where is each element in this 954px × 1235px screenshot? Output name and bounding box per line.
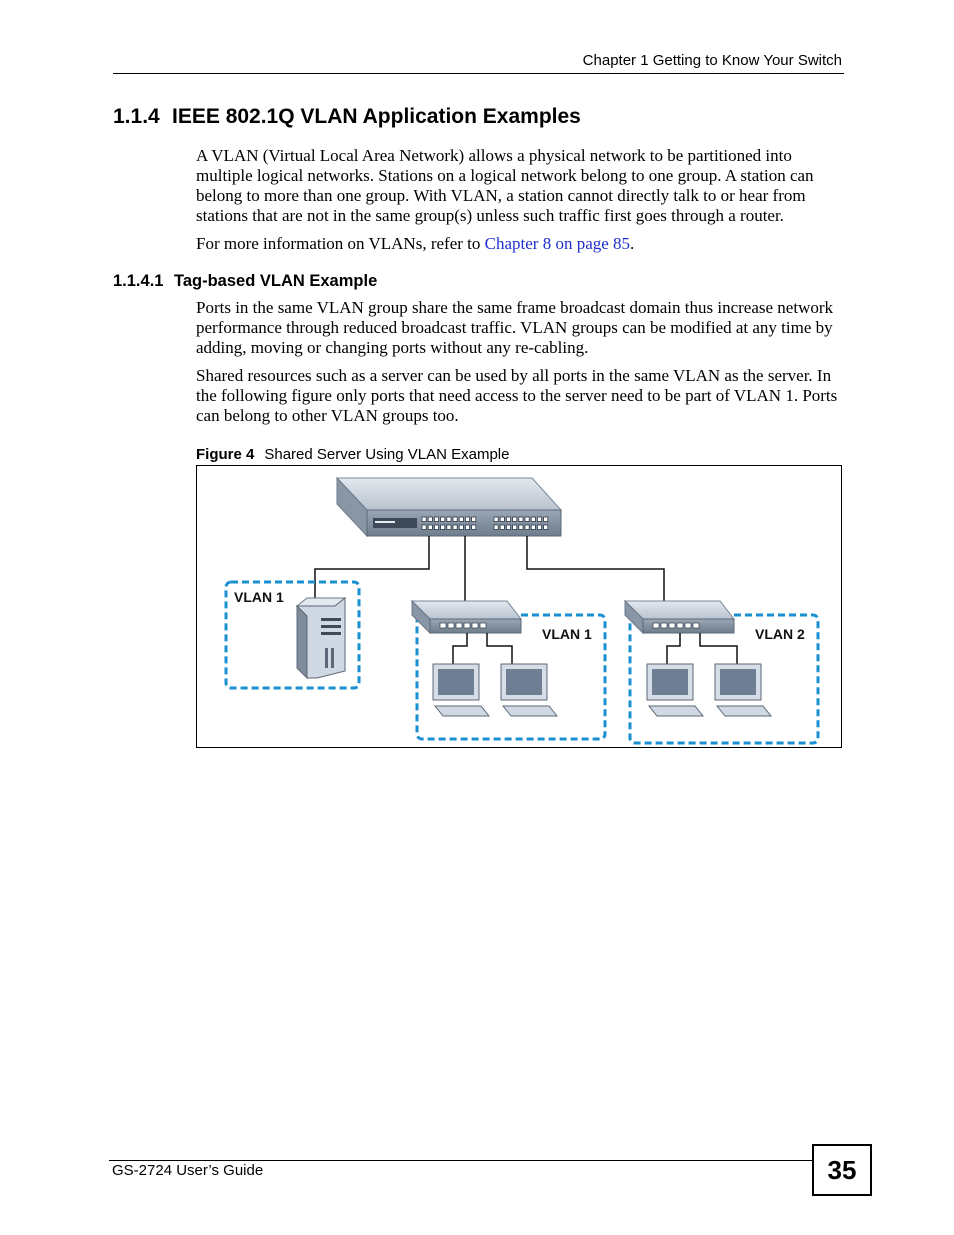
switch-port: [500, 517, 504, 522]
switch-port: [537, 517, 541, 522]
section-title: IEEE 802.1Q VLAN Application Examples: [172, 105, 581, 128]
figure-label: Figure 4: [196, 446, 255, 463]
reference-end: .: [630, 234, 635, 253]
section-number: 1.1.4: [113, 105, 160, 128]
paragraph-vlan-intro: A VLAN (Virtual Local Area Network) allows a physical network to be partitioned into multiple logical networks. Stations on a logical network belong to one group. A station can belong to more than one group. With VLAN, a station cannot directly talk to or hear from stations that are not in the same group(s) unless such traffic first goes through a router.: [196, 146, 814, 225]
right-access-switch-icon: [625, 601, 734, 633]
switch-port: [506, 517, 510, 522]
switch-port: [494, 517, 498, 522]
vlan-network-diagram: [197, 466, 841, 747]
switch-port: [472, 525, 476, 530]
vlan1-server-group: [226, 582, 359, 688]
switch-port: [494, 525, 498, 530]
left-pc-cables: [453, 633, 512, 664]
footer-guide-title: GS-2724 User’s Guide: [112, 1162, 264, 1179]
switch-port: [544, 525, 548, 530]
pc-icon: [715, 664, 771, 716]
switch-port: [500, 525, 504, 530]
switch-port: [525, 517, 529, 522]
figure-caption-text: Shared Server Using VLAN Example: [264, 446, 510, 463]
switch-port: [422, 525, 426, 530]
switch-port: [465, 517, 469, 522]
switch-port: [428, 525, 432, 530]
switch-port: [434, 517, 438, 522]
vlan1-server-label: VLAN 1: [234, 589, 284, 605]
switch-port: [519, 517, 523, 522]
vlan1-workgroup-label: VLAN 1: [542, 626, 592, 642]
switch-port: [513, 525, 517, 530]
switch-port: [525, 525, 529, 530]
section-heading: [113, 105, 581, 129]
switch-port: [506, 525, 510, 530]
pc-icon: [433, 664, 489, 716]
figure-frame: [196, 465, 842, 748]
switch-port: [513, 517, 517, 522]
footer-rule: [109, 1160, 813, 1161]
switch-port: [519, 525, 523, 530]
switch-port: [434, 525, 438, 530]
switch-port: [441, 517, 445, 522]
left-access-switch-icon: [412, 601, 521, 633]
reference-text: For more information on VLANs, refer to: [196, 234, 485, 253]
switch-port: [447, 525, 451, 530]
page-number: 35: [812, 1144, 872, 1196]
server-icon: [297, 598, 345, 678]
vlan2-workgroup-label: VLAN 2: [755, 626, 805, 642]
figure-caption: [196, 446, 509, 463]
pc-icon: [501, 664, 557, 716]
switch-port: [453, 525, 457, 530]
main-switch-icon: [337, 478, 561, 536]
subsection-title: Tag-based VLAN Example: [174, 272, 378, 290]
header-rule: [113, 73, 844, 74]
switch-port: [465, 525, 469, 530]
switch-port: [428, 517, 432, 522]
vlan1-workgroup: [412, 601, 605, 739]
subsection-number: 1.1.4.1: [113, 272, 164, 290]
switch-port: [453, 517, 457, 522]
switch-port: [531, 525, 535, 530]
switch-port: [459, 525, 463, 530]
switch-port: [447, 517, 451, 522]
chapter-link[interactable]: Chapter 8 on page 85: [484, 234, 631, 253]
right-pc-cables: [667, 633, 737, 664]
running-header: Chapter 1 Getting to Know Your Switch: [582, 52, 842, 69]
switch-port: [531, 517, 535, 522]
network-cables: [315, 536, 664, 602]
switch-port: [472, 517, 476, 522]
pc-icon: [647, 664, 703, 716]
subsection-heading: [113, 272, 377, 291]
switch-port: [459, 517, 463, 522]
paragraph-tag-vlan: Ports in the same VLAN group share the same frame broadcast domain thus increase network performance through reduced broadcast traffic. VLAN groups can be modified at any time by adding, moving or changing ports without any re-cabling.: [196, 298, 834, 357]
switch-port: [537, 525, 541, 530]
switch-port: [544, 517, 548, 522]
paragraph-vlan-reference: [196, 234, 846, 254]
paragraph-shared-resources: Shared resources such as a server can be used by all ports in the same VLAN as the server. In the following figure only ports that need access to the server need to be part of VLAN 1. Ports can belong to other VLAN groups too.: [196, 366, 838, 425]
switch-port: [441, 525, 445, 530]
switch-port: [422, 517, 426, 522]
vlan2-workgroup: [625, 601, 818, 743]
